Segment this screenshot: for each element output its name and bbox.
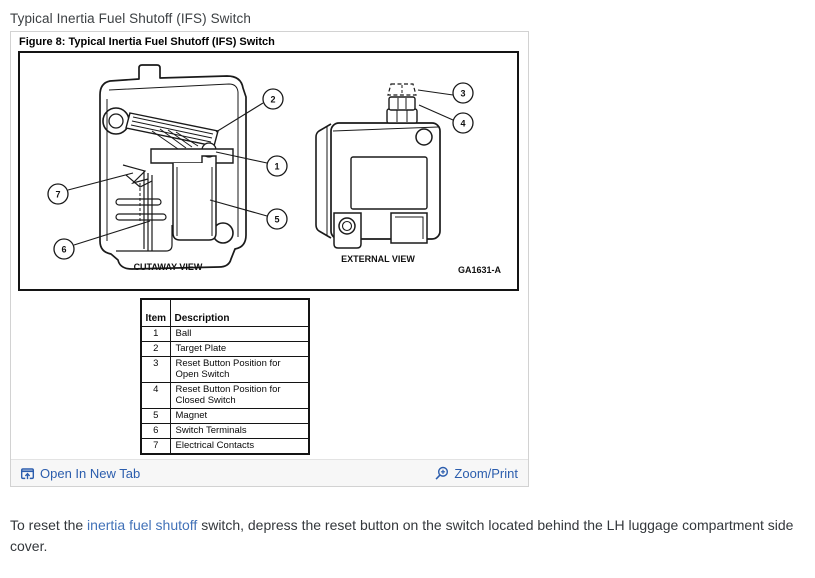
svg-text:3: 3 <box>460 88 466 99</box>
open-in-new-tab-icon <box>20 466 35 481</box>
item-description: Magnet <box>170 409 309 424</box>
svg-text:5: 5 <box>274 214 280 225</box>
item-number: 5 <box>141 409 170 424</box>
svg-text:2: 2 <box>270 94 276 105</box>
external-view-drawing <box>316 84 501 275</box>
table-row <box>141 439 309 455</box>
item-number: 6 <box>141 424 170 439</box>
item-description: Target Plate <box>170 342 309 357</box>
paragraph-text-before: To reset the <box>10 517 88 533</box>
table-row <box>141 409 309 424</box>
zoom-print-link[interactable] <box>434 466 518 481</box>
parts-table <box>140 298 310 455</box>
figure-part-code: GA1631-A <box>457 265 501 275</box>
ifs-switch-diagram <box>18 51 519 291</box>
open-in-new-tab-link[interactable] <box>20 466 140 481</box>
item-description: Reset Button Position for Closed Switch <box>170 383 309 409</box>
figure-toolbar <box>11 459 528 486</box>
item-number: 1 <box>141 327 170 342</box>
item-description: Ball <box>170 327 309 342</box>
inertia-fuel-shutoff-link[interactable]: inertia fuel shutoff <box>87 517 198 533</box>
table-row <box>141 357 309 383</box>
callout-6 <box>54 221 150 259</box>
external-view-label: EXTERNAL VIEW <box>341 254 415 264</box>
table-row <box>141 342 309 357</box>
svg-text:7: 7 <box>55 189 61 200</box>
reset-instructions-paragraph <box>10 515 798 557</box>
callout-3 <box>418 83 473 103</box>
callout-5 <box>210 200 287 229</box>
item-number: 2 <box>141 342 170 357</box>
figure-panel <box>10 31 529 487</box>
zoom-print-label: Zoom/Print <box>454 465 518 481</box>
figure-caption: Figure 8: Typical Inertia Fuel Shutoff (IFS) Switch <box>19 36 275 48</box>
zoom-icon <box>434 466 449 481</box>
svg-text:6: 6 <box>61 244 67 255</box>
diagram-svg <box>20 53 517 289</box>
paragraph-text-after: switch, depress the reset button on the switch located behind the LH luggage compartment side cover. <box>10 517 794 554</box>
cutaway-view-drawing <box>100 65 246 272</box>
page-title: Typical Inertia Fuel Shutoff (IFS) Switch <box>10 11 251 26</box>
svg-text:4: 4 <box>460 118 466 129</box>
svg-text:1: 1 <box>274 161 280 172</box>
item-description: Switch Terminals <box>170 424 309 439</box>
table-row <box>141 424 309 439</box>
column-header-item: Item <box>141 299 170 327</box>
table-row <box>141 383 309 409</box>
callout-2 <box>216 89 283 132</box>
item-number: 7 <box>141 439 170 455</box>
item-description: Electrical Contacts <box>170 439 309 455</box>
table-header-row <box>141 299 309 327</box>
cutaway-view-label: CUTAWAY VIEW <box>133 262 203 272</box>
column-header-description: Description <box>170 299 309 327</box>
item-number: 3 <box>141 357 170 383</box>
open-in-new-tab-label: Open In New Tab <box>40 465 141 481</box>
item-number: 4 <box>141 383 170 409</box>
table-row <box>141 327 309 342</box>
item-description: Reset Button Position for Open Switch <box>170 357 309 383</box>
